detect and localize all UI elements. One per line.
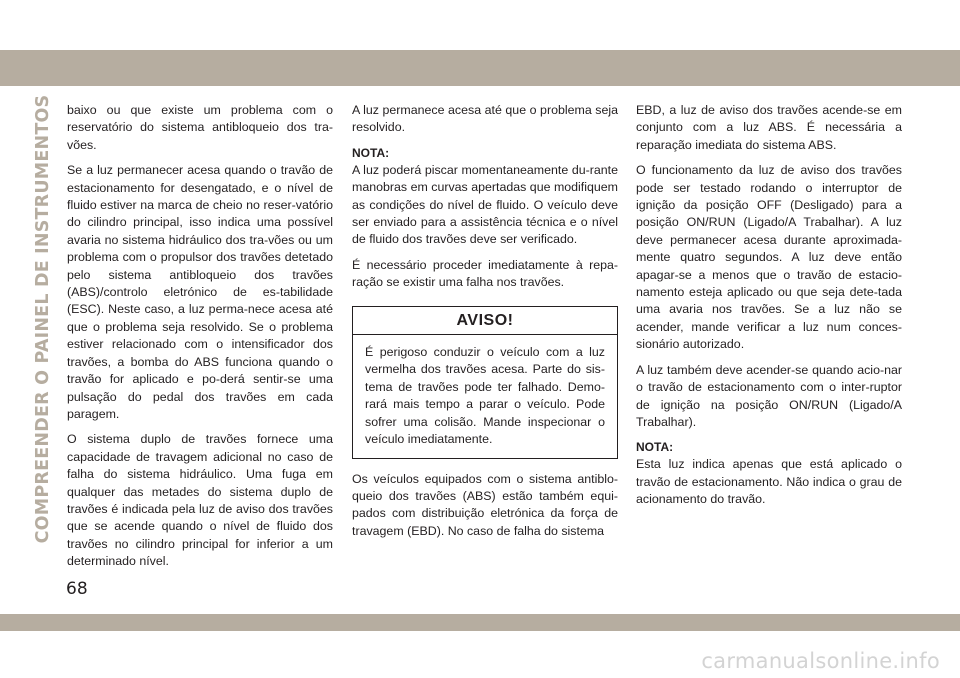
warning-title: AVISO! bbox=[353, 307, 617, 335]
paragraph: Os veículos equipados com o sistema antiblo-queio dos travões (ABS) estão também equi-pados com distribuição eletrónica da força de travagem (EBD). No caso de falha do sistema bbox=[352, 471, 618, 538]
page-number: 68 bbox=[66, 579, 88, 599]
paragraph: baixo ou que existe um problema com o reservatório do sistema antibloqueio dos tra-vões. bbox=[67, 103, 333, 152]
paragraph: EBD, a luz de aviso dos travões acende-se em conjunto com a luz ABS. É necessária a reparação imediata do sistema ABS. bbox=[636, 103, 902, 152]
paragraph: A luz também deve acender-se quando acio-nar o travão de estacionamento com o inter-ruptor de ignição na posição ON/RUN (Ligado/A Trabalhar). bbox=[636, 362, 902, 429]
watermark: carmanualsonline.info bbox=[701, 649, 940, 673]
paragraph: Se a luz permanecer acesa quando o travão de estacionamento for desengatado, e o nível de fluido estiver na marca de cheio no reser-vatório do cilindro principal, isso indica uma possível avaria no sistema hidráulico dos tra-vões ou um problema com o propulsor dos travões detetado pelo sistema antibloqueio dos travões (ABS)/controlo eletrónico de es-tabilidade (ESC). Neste caso, a luz perma-nece acesa até que o problema seja resolvido. Se o problema estiver relacionado com o intensificador dos travões, a bomba do ABS funciona quando o travão for aplicado e po-derá sentir-se uma pulsação do pedal dos travões em cada paragem. bbox=[67, 163, 333, 421]
note-label: NOTA: bbox=[352, 145, 390, 160]
footer-band bbox=[0, 614, 960, 631]
note-label: NOTA: bbox=[636, 440, 674, 455]
section-title-text: COMPREENDER O PAINEL DE INSTRUMENTOS bbox=[33, 94, 53, 544]
paragraph: É necessário proceder imediatamente à repa-ração se existir uma falha nos travões. bbox=[352, 257, 618, 290]
paragraph: A luz poderá piscar momentaneamente du-rante manobras em curvas apertadas que modifiquem as condições do nível de fluido. O veículo deve ser enviado para a assistência técnica e o nível de fluido dos travões deve ser verificado. bbox=[352, 162, 618, 247]
paragraph: A luz permanece acesa até que o problema seja resolvido. bbox=[352, 103, 618, 135]
warning-box bbox=[352, 306, 618, 459]
text-column-2 bbox=[352, 102, 618, 548]
paragraph: Esta luz indica apenas que está aplicado o travão de estacionamento. Não indica o grau de acionamento do travão. bbox=[636, 457, 902, 507]
section-title-vertical bbox=[27, 86, 59, 552]
header-band bbox=[0, 50, 960, 86]
text-column-3 bbox=[636, 102, 902, 517]
paragraph: O funcionamento da luz de aviso dos travões pode ser testado rodando o interruptor de ignição da posição OFF (Desligado) para a posição ON/RUN (Ligado/A Trabalhar). A luz deve permanecer acesa durante aproximada-mente quatro segundos. A luz deve então apagar-se a menos que o travão de estacio-namento esteja aplicado ou que seja dete-tada uma avaria nos travões. Se a luz não se acender, mande verificar a luz num conces-sionário autorizado. bbox=[636, 163, 902, 352]
text-column-1 bbox=[67, 102, 333, 579]
paragraph: O sistema duplo de travões fornece uma capacidade de travagem adicional no caso de falha do sistema hidráulico. Uma fuga em qualquer das metades do sistema duplo de travões é indicada pela luz de aviso dos travões que se acende quando o nível de fluido dos travões no cilindro principal for inferior a um determinado nível. bbox=[67, 432, 333, 569]
warning-text: É perigoso conduzir o veículo com a luz vermelha dos travões acesa. Parte do sis-tema de travões pode ter falhado. Demo-rará mais tempo a parar o veículo. Pode sofrer uma colisão. Mande inspecionar o veículo imediatamente. bbox=[365, 345, 605, 447]
